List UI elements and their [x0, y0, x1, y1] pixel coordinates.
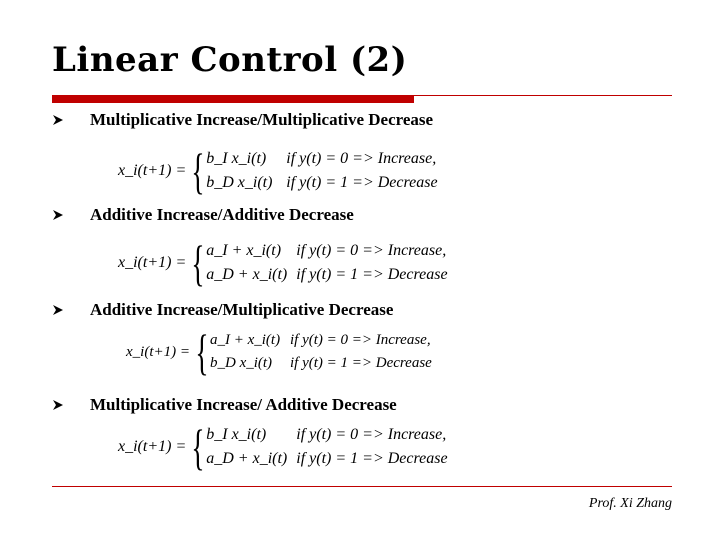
bullet-item — [52, 300, 393, 320]
arrowhead-bullet-icon — [52, 304, 64, 316]
bullet-label: Additive Increase/Multiplicative Decrease — [90, 300, 394, 319]
title-underline-rule — [414, 95, 672, 96]
case-expression: a_I + x_i(t) — [206, 242, 282, 259]
case-condition: if y(t) = 1 => Decrease — [289, 355, 432, 371]
bullet-label: Multiplicative Increase/ Additive Decrease — [90, 395, 397, 414]
arrowhead-bullet-icon — [52, 399, 64, 411]
case-condition: if y(t) = 0 => Increase, — [296, 426, 447, 443]
case-expression: a_D + x_i(t) — [206, 266, 288, 283]
case-condition: if y(t) = 0 => Increase, — [286, 150, 437, 167]
bullet-item — [52, 395, 397, 415]
case-condition: if y(t) = 1 => Decrease — [296, 266, 448, 283]
formula-lhs: x_i(t+1) = — [118, 254, 187, 271]
bullet-item — [52, 110, 433, 130]
formula-lhs: x_i(t+1) = — [126, 343, 190, 360]
formula — [126, 324, 432, 380]
arrowhead-bullet-icon — [52, 209, 64, 221]
formula — [118, 419, 448, 475]
case-condition: if y(t) = 1 => Decrease — [286, 174, 438, 191]
bullet-label: Additive Increase/Additive Decrease — [90, 205, 354, 224]
bullet-item — [52, 205, 354, 225]
case-expression: b_I x_i(t) — [206, 426, 267, 443]
case-condition: if y(t) = 1 => Decrease — [296, 450, 448, 467]
brace-icon: { — [191, 235, 205, 291]
formula-lhs: x_i(t+1) = — [118, 162, 187, 179]
brace-icon: { — [195, 324, 209, 380]
formula-lhs: x_i(t+1) = — [118, 438, 187, 455]
formula — [118, 143, 438, 199]
case-condition: if y(t) = 0 => Increase, — [296, 242, 447, 259]
brace-icon: { — [191, 419, 205, 475]
case-expression: b_I x_i(t) — [206, 150, 267, 167]
footer-author: Prof. Xi Zhang — [588, 496, 672, 511]
title-underline-accent — [52, 95, 414, 103]
case-expression: b_D x_i(t) — [206, 174, 273, 191]
case-expression: b_D x_i(t) — [209, 355, 273, 371]
bullet-label: Multiplicative Increase/Multiplicative Decrease — [90, 110, 434, 129]
formula — [118, 235, 448, 291]
case-condition: if y(t) = 0 => Increase, — [289, 332, 431, 348]
case-expression: a_D + x_i(t) — [206, 450, 288, 467]
case-expression: a_I + x_i(t) — [209, 332, 281, 348]
slide-title: Linear Control (2) — [52, 40, 408, 80]
brace-icon: { — [191, 143, 205, 199]
arrowhead-bullet-icon — [52, 114, 64, 126]
footer-rule — [52, 486, 672, 487]
